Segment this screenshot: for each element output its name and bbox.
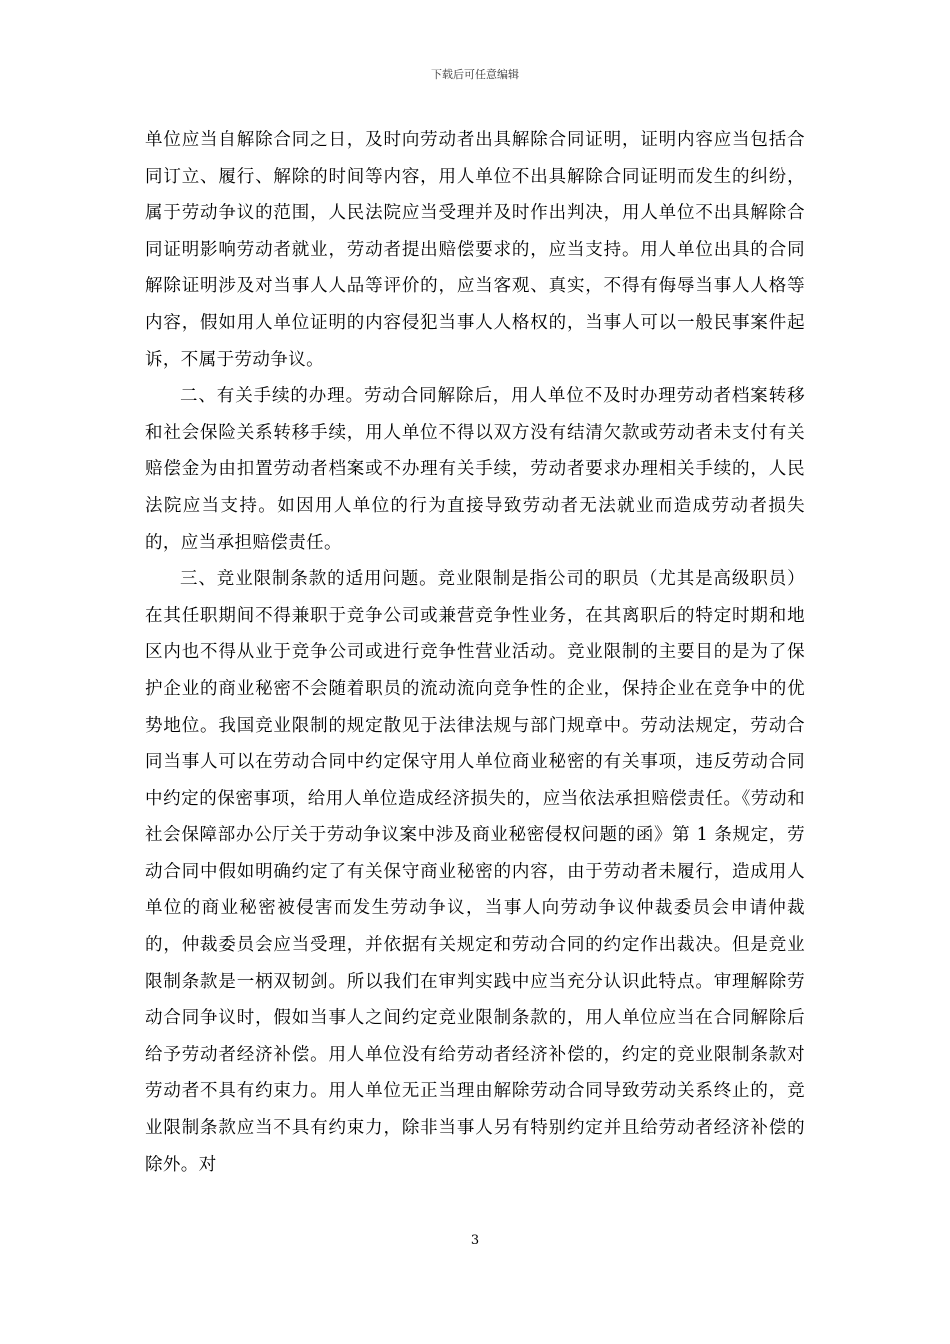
page-header: 下载后可任意编辑: [431, 68, 519, 81]
paragraph-procedures: 二、有关手续的办理。劳动合同解除后，用人单位不及时办理劳动者档案转移和社会保险关系转移手续，用人单位不得以双方没有结清欠款或劳动者未支付有关赔偿金为由扣置劳动者档案或不办理有关手续，劳动者要求办理相关手续的，人民法院应当支持。如因用人单位的行为直接导致劳动者无法就业而造成劳动者损失的，应当承担赔偿责任。: [145, 386, 805, 553]
body-text: [145, 122, 805, 1183]
paragraph-continuation: 单位应当自解除合同之日，及时向劳动者出具解除合同证明，证明内容应当包括合同订立、履行、解除的时间等内容，用人单位不出具解除合同证明而发生的纠纷，属于劳动争议的范围，人民法院应当受理并及时作出判决，用人单位不出具解除合同证明影响劳动者就业，劳动者提出赔偿要求的，应当支持。用人单位出具的合同解除证明涉及对当事人人品等评价的，应当客观、真实，不得有侮辱当事人人格等内容，假如用人单位证明的内容侵犯当事人人格权的，当事人可以一般民事案件起诉，不属于劳动争议。: [145, 130, 805, 370]
page-number: 3: [470, 1233, 480, 1248]
paragraph-non-compete: 三、竞业限制条款的适用问题。竞业限制是指公司的职员（尤其是高级职员）在其任职期间不得兼职于竞争公司或兼营竞争性业务，在其离职后的特定时期和地区内也不得从业于竞争公司或进行竞争性营业活动。竞业限制的主要目的是为了保护企业的商业秘密不会随着职员的流动流向竞争性的企业，保持企业在竞争中的优势地位。我国竞业限制的规定散见于法律法规与部门规章中。劳动法规定，劳动合同当事人可以在劳动合同中约定保守用人单位商业秘密的有关事项，违反劳动合同中约定的保密事项，给用人单位造成经济损失的，应当依法承担赔偿责任。《劳动和社会保障部办公厅关于劳动争议案中涉及商业秘密侵权问题的函》第 1 条规定，劳动合同中假如明确约定了有关保守商业秘密的内容，由于劳动者未履行，造成用人单位的商业秘密被侵害而发生劳动争议，当事人向劳动争议仲裁委员会申请仲裁的，仲裁委员会应当受理，并依据有关规定和劳动合同的约定作出裁决。但是竞业限制条款是一柄双韧剑。所以我们在审判实践中应当充分认识此特点。审理解除劳动合同争议时，假如当事人之间约定竞业限制条款的，用人单位应当在合同解除后给予劳动者经济补偿。用人单位没有给劳动者经济补偿的，约定的竞业限制条款对劳动者不具有约束力。用人单位无正当理由解除劳动合同导致劳动关系终止的，竞业限制条款应当不具有约束力，除非当事人另有特别约定并且给劳动者经济补偿的除外。对: [145, 569, 805, 1175]
